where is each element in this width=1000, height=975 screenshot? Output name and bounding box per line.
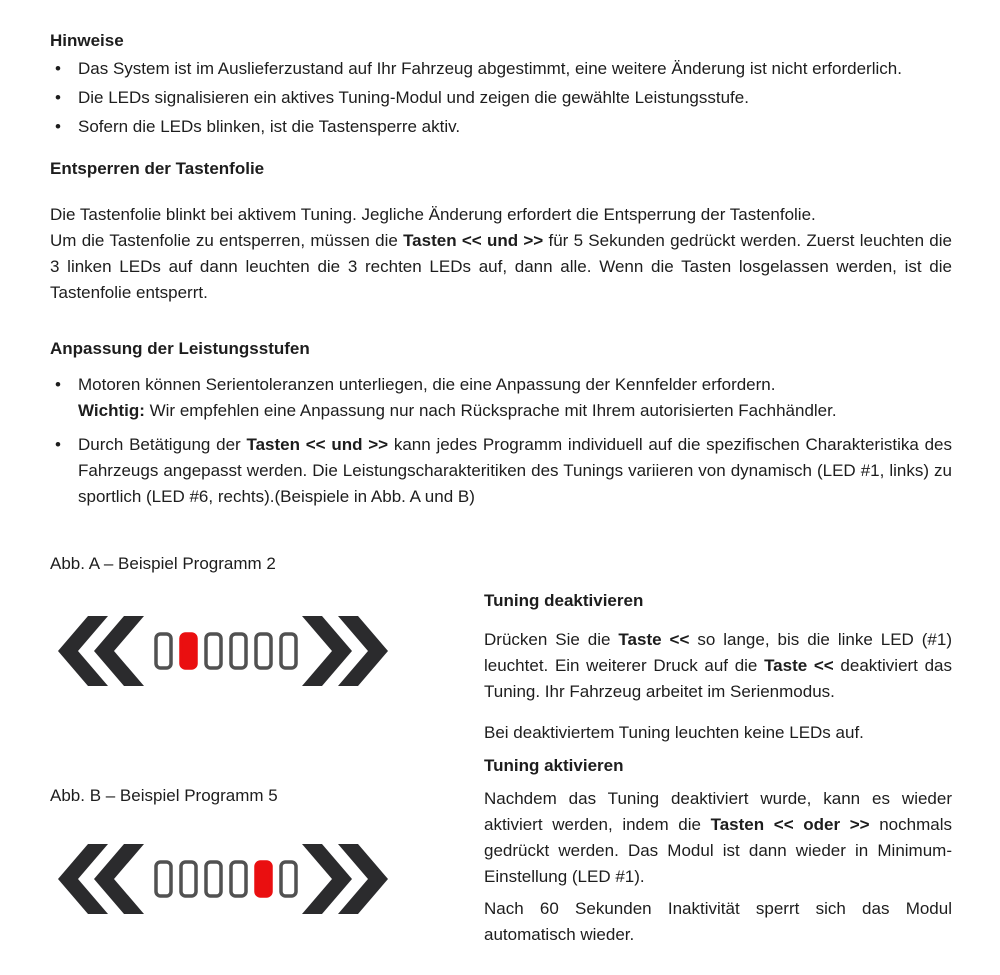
bullet-text: • Motoren können Serientoleranzen unterliegen, die eine Anpassung der Kennfelder erfordern. <box>78 375 776 394</box>
bold-text-run: Taste << <box>764 656 834 675</box>
bold-text-run: Taste << <box>618 630 690 649</box>
led-indicator <box>231 634 246 668</box>
tuning-aktivieren-paragraph-2: Nach 60 Sekunden Inaktivität sperrt sich das Modul automatisch wieder. <box>484 899 952 944</box>
text-run: Um die Tastenfolie zu entsperren, müssen die <box>50 231 404 250</box>
tuning-aktivieren-paragraph-1 <box>484 786 952 890</box>
led-indicator <box>256 862 271 896</box>
led-indicator <box>256 634 271 668</box>
bold-text-run: Tasten << oder >> <box>710 815 870 834</box>
led-indicator <box>281 634 296 668</box>
anpassung-heading: Anpassung der Leistungsstufen <box>50 339 310 358</box>
tuning-aktivieren-heading: Tuning aktivieren <box>484 756 624 775</box>
tuning-deaktivieren-paragraph-1 <box>484 627 952 705</box>
entsperren-paragraph-1: Die Tastenfolie blinkt bei aktivem Tuning. Jegliche Änderung erfordert die Entsperrung der Tastenfolie. <box>50 205 816 224</box>
hinweise-heading: Hinweise <box>50 31 124 50</box>
text-run: kann jedes Programm individuell auf die spezifischen Charakteristika des Fahrzeugs angepasst werden. Die Leistungscharakteritiken des Tunings variieren von dynamisch (LED #1, links) zu sportlich (LED #6, rechts).(Beispiele in Abb. A und B) <box>78 435 952 506</box>
bold-text-run: Tasten << und >> <box>403 231 544 250</box>
figure-a-led-graphic <box>58 610 388 692</box>
list-item <box>78 114 952 140</box>
entsperren-heading: Entsperren der Tastenfolie <box>50 159 265 178</box>
figure-b-led-graphic <box>58 838 388 920</box>
main-text-column <box>50 28 952 513</box>
bullet-text: Das System ist im Auslieferzustand auf Ihr Fahrzeug abgestimmt, eine weitere Änderung ist nicht erforderlich. <box>78 59 902 78</box>
led-row <box>156 634 296 668</box>
text-run: Wir empfehlen eine Anpassung nur nach Rücksprache mit Ihrem autorisierten Fachhändler. <box>144 401 837 420</box>
led-row <box>156 862 296 896</box>
anpassung-bullet-list <box>50 372 952 510</box>
bold-text-run: Wichtig: <box>78 401 145 420</box>
text-run: für 5 Sekunden gedrückt werden. Zuerst leuchten die 3 linken LEDs auf dann leuchten die 3 rechten LEDs auf, dann alle. Wenn die Tasten losgelassen werden, ist die Tastenfolie entsperrt. <box>50 231 952 302</box>
entsperren-paragraph-2 <box>50 228 952 306</box>
hinweise-bullet-list <box>50 56 952 140</box>
list-item <box>78 432 952 510</box>
text-run: nochmals gedrückt werden. Das Modul ist dann wieder in Minimum-Einstellung (LED #1). <box>484 815 952 886</box>
figure-b-label: Abb. B – Beispiel Programm 5 <box>50 786 278 805</box>
led-indicator <box>206 862 221 896</box>
tuning-text-column <box>484 588 952 948</box>
list-item <box>78 85 952 111</box>
text-run: Drücken Sie die <box>484 630 619 649</box>
text-run: so lange, bis die linke LED (#1) leuchtet. Ein weiterer Druck auf die <box>484 630 952 675</box>
led-indicator <box>156 862 171 896</box>
led-indicator <box>181 634 196 668</box>
led-indicator <box>206 634 221 668</box>
list-item <box>78 56 952 82</box>
bullet-text: Sofern die LEDs blinken, ist die Tastensperre aktiv. <box>78 117 461 136</box>
led-indicator <box>281 862 296 896</box>
double-chevron-right-icon <box>302 844 388 914</box>
led-indicator <box>156 634 171 668</box>
double-chevron-left-icon <box>58 844 144 914</box>
list-item <box>78 372 952 424</box>
tuning-deaktivieren-heading: Tuning deaktivieren <box>484 591 644 610</box>
tuning-deaktivieren-paragraph-2: Bei deaktiviertem Tuning leuchten keine LEDs auf. <box>484 723 864 742</box>
text-run: Nachdem das Tuning deaktiviert wurde, kann es wieder aktiviert werden, indem die <box>484 789 952 834</box>
double-chevron-left-icon <box>58 616 144 686</box>
bullet-text <box>78 398 952 424</box>
text-run: Durch Betätigung der <box>78 435 247 454</box>
bullet-text: Die LEDs signalisieren ein aktives Tuning-Modul und zeigen die gewählte Leistungsstufe. <box>78 88 749 107</box>
double-chevron-right-icon <box>302 616 388 686</box>
bold-text-run: Tasten << und >> <box>246 435 389 454</box>
led-indicator <box>181 862 196 896</box>
text-run: deaktiviert das Tuning. Ihr Fahrzeug arbeitet im Serienmodus. <box>484 656 952 701</box>
figure-a-label: Abb. A – Beispiel Programm 2 <box>50 554 276 573</box>
led-indicator <box>231 862 246 896</box>
